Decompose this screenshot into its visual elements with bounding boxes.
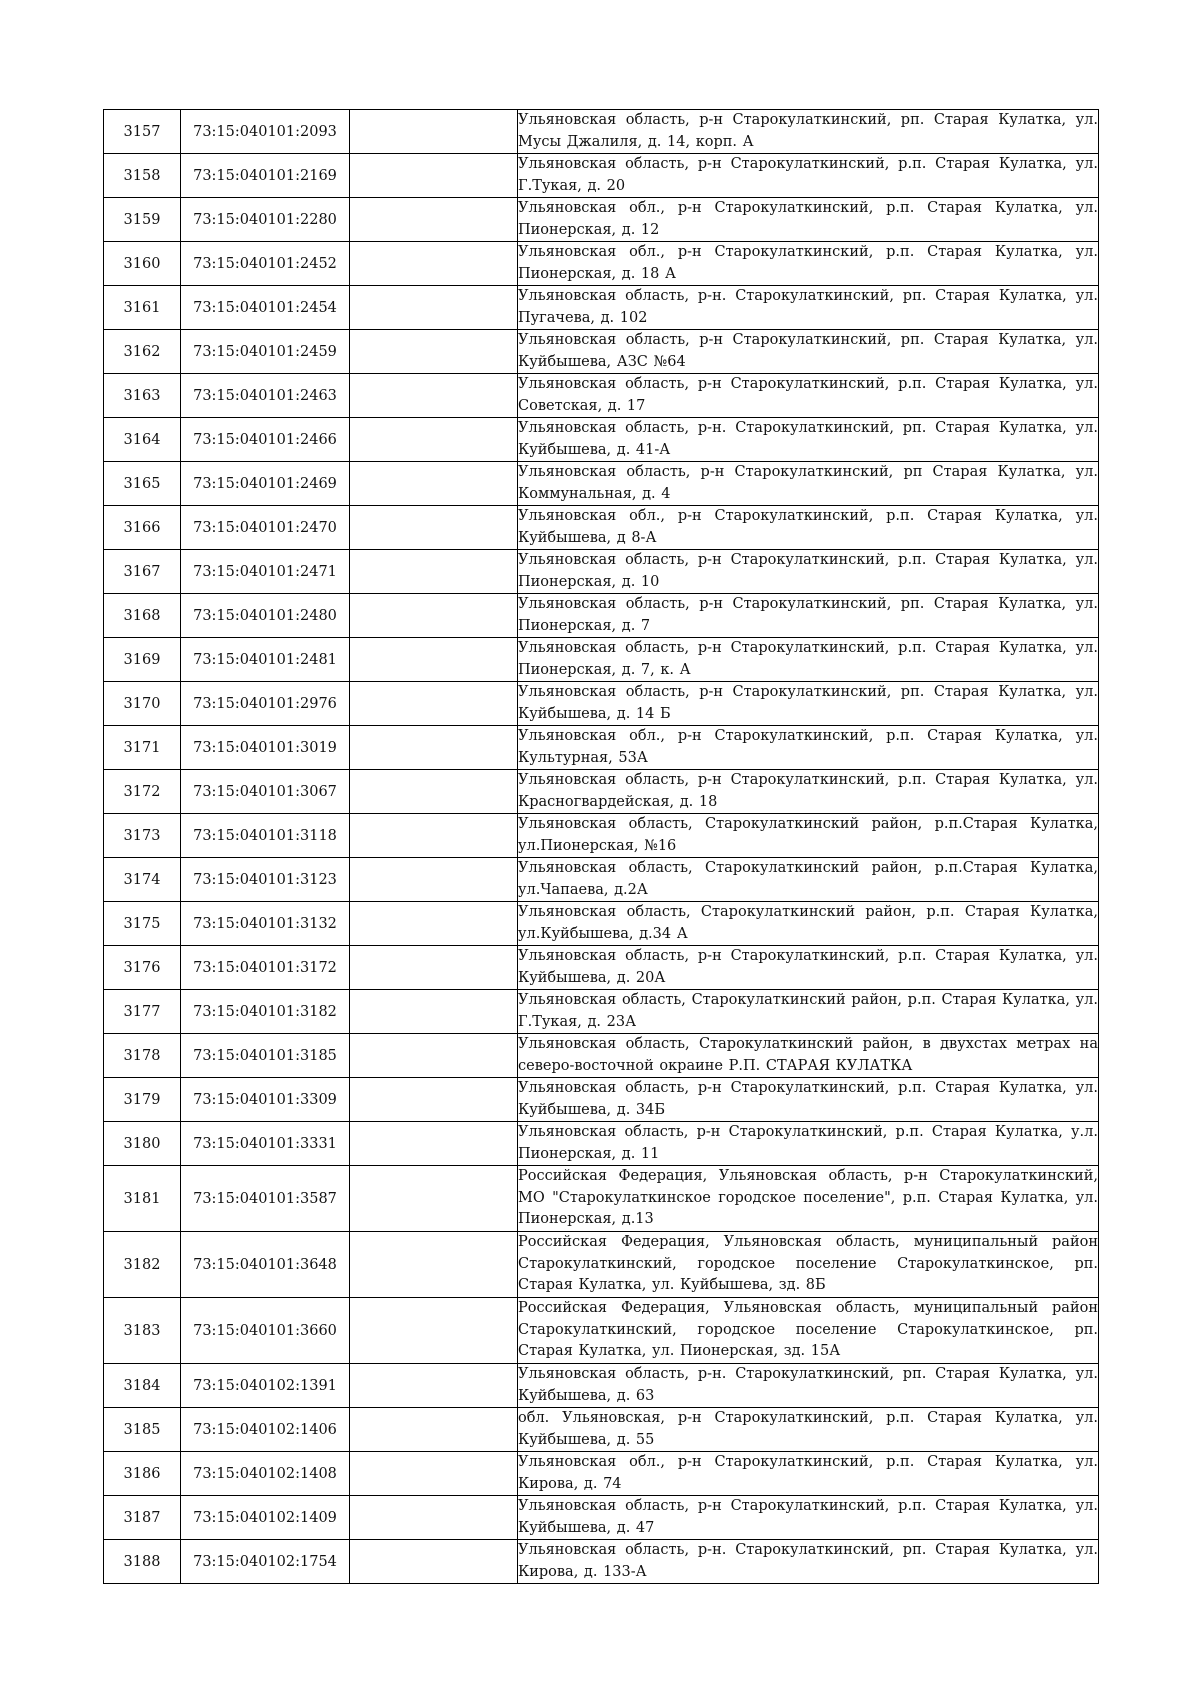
cadastral-number: 73:15:040101:3182: [181, 990, 350, 1034]
table-row: [104, 462, 1099, 506]
table-row: [104, 1364, 1099, 1408]
cadastral-number: 73:15:040101:2463: [181, 374, 350, 418]
cadastral-number: 73:15:040101:2459: [181, 330, 350, 374]
row-number: 3176: [104, 946, 181, 990]
row-number: 3168: [104, 594, 181, 638]
cadastral-number: 73:15:040101:3118: [181, 814, 350, 858]
table-row: [104, 902, 1099, 946]
empty-cell: [350, 770, 518, 814]
row-number: 3157: [104, 110, 181, 154]
cadastral-number: 73:15:040101:2093: [181, 110, 350, 154]
row-number: 3172: [104, 770, 181, 814]
address: Российская Федерация, Ульяновская область, р-н Старокулаткинский, МО "Старокулаткинское городское поселение", р.п. Старая Кулатка, ул. Пионерская, д.13: [518, 1166, 1099, 1232]
address: Ульяновская обл., р-н Старокулаткинский, р.п. Старая Кулатка, ул. Куйбышева, д 8-А: [518, 506, 1099, 550]
table-row: [104, 1034, 1099, 1078]
cadastral-number: 73:15:040102:1754: [181, 1540, 350, 1584]
property-table: [103, 109, 1099, 1584]
address: Ульяновская область, р-н Старокулаткинский, р.п. Старая Кулатка, ул. Куйбышева, д. 47: [518, 1496, 1099, 1540]
row-number: 3180: [104, 1122, 181, 1166]
table-row: [104, 110, 1099, 154]
cadastral-number: 73:15:040101:2280: [181, 198, 350, 242]
cadastral-number: 73:15:040101:3185: [181, 1034, 350, 1078]
table-row: [104, 990, 1099, 1034]
cadastral-number: 73:15:040101:2470: [181, 506, 350, 550]
cadastral-number: 73:15:040102:1408: [181, 1452, 350, 1496]
address: Российская Федерация, Ульяновская область, муниципальный район Старокулаткинский, городское поселение Старокулаткинское, рп. Старая Кулатка, ул. Куйбышева, зд. 8Б: [518, 1232, 1099, 1298]
table-row: [104, 858, 1099, 902]
empty-cell: [350, 1496, 518, 1540]
empty-cell: [350, 1540, 518, 1584]
empty-cell: [350, 242, 518, 286]
cadastral-number: 73:15:040101:2169: [181, 154, 350, 198]
address: Ульяновская область, р-н Старокулаткинский, р.п. Старая Кулатка, ул. Пионерская, д. 7, к. А: [518, 638, 1099, 682]
empty-cell: [350, 902, 518, 946]
address: Ульяновская область, р-н Старокулаткинский, рп Старая Кулатка, ул. Коммунальная, д. 4: [518, 462, 1099, 506]
cadastral-number: 73:15:040101:3132: [181, 902, 350, 946]
cadastral-number: 73:15:040101:3067: [181, 770, 350, 814]
table-row: [104, 946, 1099, 990]
address: Ульяновская обл., р-н Старокулаткинский, р.п. Старая Кулатка, ул. Пионерская, д. 18 А: [518, 242, 1099, 286]
table-row: [104, 726, 1099, 770]
empty-cell: [350, 858, 518, 902]
cadastral-number: 73:15:040102:1406: [181, 1408, 350, 1452]
empty-cell: [350, 1408, 518, 1452]
cadastral-number: 73:15:040101:2454: [181, 286, 350, 330]
cadastral-number: 73:15:040101:3172: [181, 946, 350, 990]
empty-cell: [350, 110, 518, 154]
table-row: [104, 814, 1099, 858]
address: Ульяновская область, р-н Старокулаткинский, р.п. Старая Кулатка, ул. Куйбышева, д. 34Б: [518, 1078, 1099, 1122]
table-row: [104, 506, 1099, 550]
empty-cell: [350, 286, 518, 330]
row-number: 3169: [104, 638, 181, 682]
row-number: 3182: [104, 1232, 181, 1298]
table-row: [104, 418, 1099, 462]
table-row: [104, 638, 1099, 682]
empty-cell: [350, 990, 518, 1034]
empty-cell: [350, 550, 518, 594]
address: Ульяновская область, р-н Старокулаткинский, р.п. Старая Кулатка, ул. Г.Тукая, д. 20: [518, 154, 1099, 198]
table-row: [104, 198, 1099, 242]
address: Ульяновская область, р-н. Старокулаткинский, рп. Старая Кулатка, ул. Куйбышева, д. 63: [518, 1364, 1099, 1408]
empty-cell: [350, 1034, 518, 1078]
row-number: 3181: [104, 1166, 181, 1232]
row-number: 3159: [104, 198, 181, 242]
address: Ульяновская область, р-н Старокулаткинский, рп. Старая Кулатка, ул. Мусы Джалиля, д. 14, корп. А: [518, 110, 1099, 154]
table-row: [104, 594, 1099, 638]
row-number: 3175: [104, 902, 181, 946]
address: Ульяновская область, р-н Старокулаткинский, рп. Старая Кулатка, ул. Пионерская, д. 7: [518, 594, 1099, 638]
row-number: 3188: [104, 1540, 181, 1584]
row-number: 3158: [104, 154, 181, 198]
address: Ульяновская область, Старокулаткинский район, р.п. Старая Кулатка, ул. Г.Тукая, д. 23А: [518, 990, 1099, 1034]
table-row: [104, 550, 1099, 594]
row-number: 3165: [104, 462, 181, 506]
row-number: 3177: [104, 990, 181, 1034]
row-number: 3186: [104, 1452, 181, 1496]
table-row: [104, 154, 1099, 198]
row-number: 3187: [104, 1496, 181, 1540]
table-row: [104, 1298, 1099, 1364]
address: Ульяновская область, р-н. Старокулаткинский, рп. Старая Кулатка, ул. Пугачева, д. 102: [518, 286, 1099, 330]
empty-cell: [350, 682, 518, 726]
address: Ульяновская область, р-н Старокулаткинский, р.п. Старая Кулатка, ул. Пионерская, д. 10: [518, 550, 1099, 594]
row-number: 3161: [104, 286, 181, 330]
empty-cell: [350, 1452, 518, 1496]
cadastral-number: 73:15:040101:3331: [181, 1122, 350, 1166]
table-row: [104, 1540, 1099, 1584]
address: Ульяновская область, р-н Старокулаткинский, р.п. Старая Кулатка, у.л. Пионерская, д. 11: [518, 1122, 1099, 1166]
empty-cell: [350, 198, 518, 242]
empty-cell: [350, 946, 518, 990]
empty-cell: [350, 1166, 518, 1232]
row-number: 3178: [104, 1034, 181, 1078]
empty-cell: [350, 814, 518, 858]
address: Ульяновская обл., р-н Старокулаткинский, р.п. Старая Кулатка, ул. Кирова, д. 74: [518, 1452, 1099, 1496]
address: обл. Ульяновская, р-н Старокулаткинский, р.п. Старая Кулатка, ул. Куйбышева, д. 55: [518, 1408, 1099, 1452]
address: Ульяновская область, р-н Старокулаткинский, р.п. Старая Кулатка, ул. Красногвардейская, д. 18: [518, 770, 1099, 814]
table-row: [104, 1166, 1099, 1232]
address: Ульяновская область, Старокулаткинский район, р.п.Старая Кулатка, ул.Пионерская, №16: [518, 814, 1099, 858]
cadastral-number: 73:15:040101:3019: [181, 726, 350, 770]
row-number: 3170: [104, 682, 181, 726]
address: Ульяновская область, р-н Старокулаткинский, р.п. Старая Кулатка, ул. Куйбышева, д. 20А: [518, 946, 1099, 990]
address: Ульяновская область, р-н Старокулаткинский, рп. Старая Кулатка, ул. Куйбышева, д. 14 Б: [518, 682, 1099, 726]
cadastral-number: 73:15:040101:3123: [181, 858, 350, 902]
row-number: 3171: [104, 726, 181, 770]
empty-cell: [350, 154, 518, 198]
empty-cell: [350, 418, 518, 462]
cadastral-number: 73:15:040101:2469: [181, 462, 350, 506]
table-row: [104, 1408, 1099, 1452]
cadastral-number: 73:15:040101:3648: [181, 1232, 350, 1298]
empty-cell: [350, 330, 518, 374]
address: Ульяновская обл., р-н Старокулаткинский, р.п. Старая Кулатка, ул. Пионерская, д. 12: [518, 198, 1099, 242]
row-number: 3173: [104, 814, 181, 858]
cadastral-number: 73:15:040101:2471: [181, 550, 350, 594]
address: Ульяновская обл., р-н Старокулаткинский, р.п. Старая Кулатка, ул. Культурная, 53А: [518, 726, 1099, 770]
row-number: 3185: [104, 1408, 181, 1452]
row-number: 3174: [104, 858, 181, 902]
empty-cell: [350, 1298, 518, 1364]
cadastral-number: 73:15:040101:3660: [181, 1298, 350, 1364]
table-row: [104, 1232, 1099, 1298]
table-row: [104, 770, 1099, 814]
row-number: 3162: [104, 330, 181, 374]
cadastral-number: 73:15:040101:2480: [181, 594, 350, 638]
row-number: 3183: [104, 1298, 181, 1364]
address: Российская Федерация, Ульяновская область, муниципальный район Старокулаткинский, городское поселение Старокулаткинское, рп. Старая Кулатка, ул. Пионерская, зд. 15А: [518, 1298, 1099, 1364]
empty-cell: [350, 462, 518, 506]
table-row: [104, 1078, 1099, 1122]
cadastral-number: 73:15:040101:2976: [181, 682, 350, 726]
cadastral-number: 73:15:040101:2466: [181, 418, 350, 462]
empty-cell: [350, 726, 518, 770]
address: Ульяновская область, р-н. Старокулаткинский, рп. Старая Кулатка, ул. Куйбышева, д. 41-А: [518, 418, 1099, 462]
table-row: [104, 682, 1099, 726]
empty-cell: [350, 638, 518, 682]
cadastral-number: 73:15:040101:2481: [181, 638, 350, 682]
address: Ульяновская область, Старокулаткинский район, р.п. Старая Кулатка, ул.Куйбышева, д.34 А: [518, 902, 1099, 946]
row-number: 3179: [104, 1078, 181, 1122]
address: Ульяновская область, Старокулаткинский район, в двухстах метрах на северо-восточной окраине Р.П. СТАРАЯ КУЛАТКА: [518, 1034, 1099, 1078]
table-row: [104, 330, 1099, 374]
row-number: 3163: [104, 374, 181, 418]
row-number: 3166: [104, 506, 181, 550]
cadastral-number: 73:15:040101:3309: [181, 1078, 350, 1122]
empty-cell: [350, 374, 518, 418]
row-number: 3164: [104, 418, 181, 462]
empty-cell: [350, 1232, 518, 1298]
address: Ульяновская область, р-н. Старокулаткинский, рп. Старая Кулатка, ул. Кирова, д. 133-А: [518, 1540, 1099, 1584]
table-row: [104, 1122, 1099, 1166]
table-row: [104, 286, 1099, 330]
row-number: 3167: [104, 550, 181, 594]
cadastral-number: 73:15:040101:2452: [181, 242, 350, 286]
property-table-body: [104, 110, 1099, 1584]
address: Ульяновская область, Старокулаткинский район, р.п.Старая Кулатка, ул.Чапаева, д.2А: [518, 858, 1099, 902]
cadastral-number: 73:15:040102:1409: [181, 1496, 350, 1540]
table-row: [104, 242, 1099, 286]
cadastral-number: 73:15:040101:3587: [181, 1166, 350, 1232]
row-number: 3160: [104, 242, 181, 286]
empty-cell: [350, 1078, 518, 1122]
empty-cell: [350, 1364, 518, 1408]
address: Ульяновская область, р-н Старокулаткинский, р.п. Старая Кулатка, ул. Советская, д. 17: [518, 374, 1099, 418]
empty-cell: [350, 506, 518, 550]
table-row: [104, 374, 1099, 418]
cadastral-number: 73:15:040102:1391: [181, 1364, 350, 1408]
empty-cell: [350, 594, 518, 638]
address: Ульяновская область, р-н Старокулаткинский, рп. Старая Кулатка, ул. Куйбышева, АЗС №64: [518, 330, 1099, 374]
empty-cell: [350, 1122, 518, 1166]
table-row: [104, 1496, 1099, 1540]
table-row: [104, 1452, 1099, 1496]
row-number: 3184: [104, 1364, 181, 1408]
